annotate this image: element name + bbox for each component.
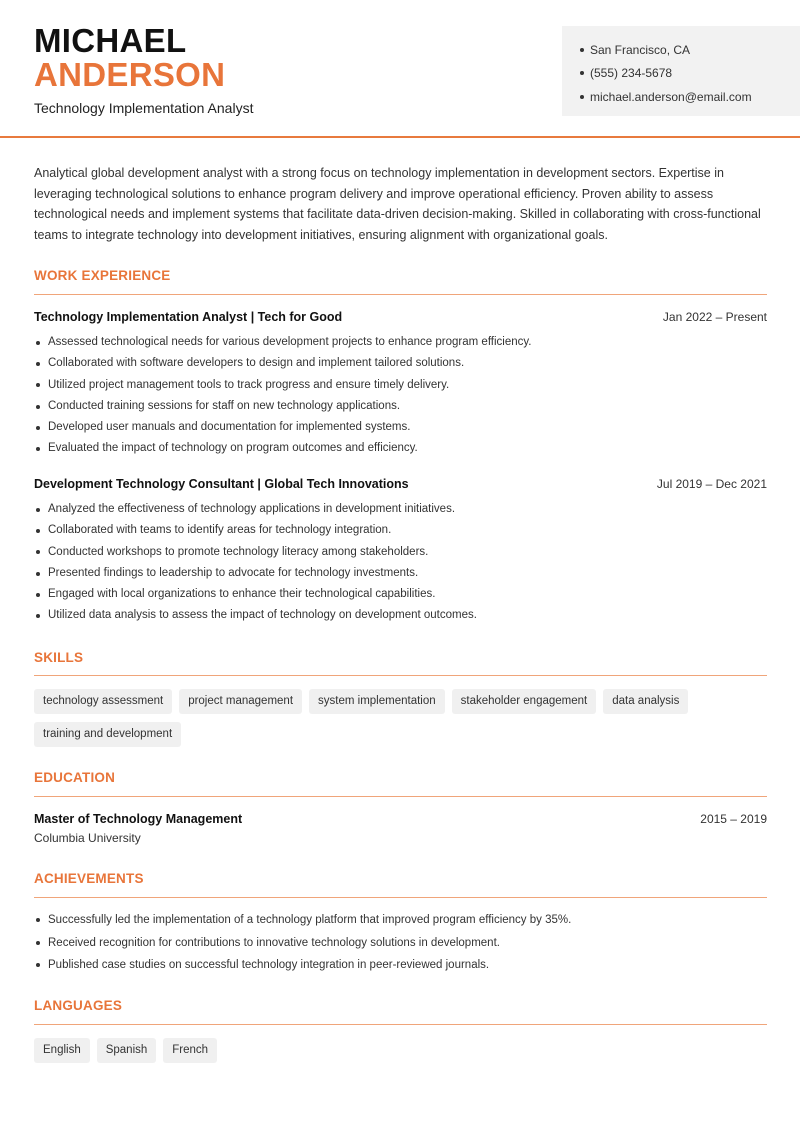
skill-tag: stakeholder engagement	[452, 689, 597, 714]
contact-box	[562, 26, 800, 116]
education-dates: 2015 – 2019	[700, 812, 767, 826]
bullet-icon	[36, 447, 40, 451]
skill-tag: project management	[179, 689, 302, 714]
job-header	[34, 310, 767, 324]
education-header	[34, 812, 767, 826]
phone-text: (555) 234-5678	[590, 66, 673, 81]
bullet-icon	[36, 426, 40, 430]
job-role: Technology Implementation Analyst | Tech for Good	[34, 310, 343, 324]
section-divider	[34, 675, 767, 676]
job-dates: Jan 2022 – Present	[662, 310, 767, 324]
skill-tag: data analysis	[603, 689, 688, 714]
bullet-icon	[580, 48, 584, 52]
achievement-bullets	[34, 909, 767, 977]
bullet-icon	[36, 362, 40, 366]
bullet-icon	[36, 614, 40, 618]
list-item: Conducted workshops to promote technology literacy among stakeholders.	[34, 542, 767, 563]
job-role: Development Technology Consultant | Global Tech Innovations	[34, 477, 409, 491]
list-item: Engaged with local organizations to enhance their technological capabilities.	[34, 584, 767, 605]
bullet-icon	[36, 918, 40, 922]
bullet-icon	[36, 341, 40, 345]
bullet-icon	[36, 405, 40, 409]
list-item: Conducted training sessions for staff on new technology applications.	[34, 396, 767, 417]
skill-tag: technology assessment	[34, 689, 172, 714]
job-dates: Jul 2019 – Dec 2021	[656, 477, 767, 491]
job-header	[34, 477, 767, 491]
list-item: Published case studies on successful technology integration in peer-reviewed journals.	[34, 954, 767, 977]
list-item: Evaluated the impact of technology on program outcomes and efficiency.	[34, 438, 767, 459]
skills-tags	[34, 689, 767, 747]
contact-email	[580, 85, 782, 109]
list-item: Received recognition for contributions to innovative technology solutions in development.	[34, 932, 767, 955]
school-name: Columbia University	[34, 831, 141, 845]
language-tag: English	[34, 1038, 90, 1063]
bullet-icon	[36, 383, 40, 387]
education-heading: EDUCATION	[34, 770, 116, 785]
skill-tag: training and development	[34, 722, 181, 747]
bullet-icon	[36, 508, 40, 512]
degree: Master of Technology Management	[34, 812, 243, 826]
bullet-icon	[580, 95, 584, 99]
skills-heading: SKILLS	[34, 650, 84, 665]
list-item: Developed user manuals and documentation for implemented systems.	[34, 417, 767, 438]
achievements-heading: ACHIEVEMENTS	[34, 871, 144, 886]
language-tags	[34, 1038, 767, 1063]
first-name: MICHAEL	[34, 22, 187, 59]
bullet-icon	[36, 550, 40, 554]
section-divider	[34, 796, 767, 797]
job-bullets	[34, 499, 767, 627]
job-bullets	[34, 332, 767, 460]
bullet-icon	[36, 572, 40, 576]
list-item: Utilized project management tools to track progress and ensure timely delivery.	[34, 375, 767, 396]
list-item: Assessed technological needs for various development projects to enhance program efficiency.	[34, 332, 767, 353]
bullet-icon	[36, 593, 40, 597]
last-name: ANDERSON	[34, 56, 226, 93]
language-tag: Spanish	[97, 1038, 157, 1063]
list-item: Presented findings to leadership to advocate for technology investments.	[34, 563, 767, 584]
resume-header	[0, 0, 800, 138]
contact-location	[580, 38, 782, 62]
section-divider	[34, 294, 767, 295]
bullet-icon	[580, 71, 584, 75]
list-item: Collaborated with software developers to design and implement tailored solutions.	[34, 353, 767, 374]
languages-heading: LANGUAGES	[34, 998, 123, 1013]
bullet-icon	[36, 529, 40, 533]
list-item: Collaborated with teams to identify areas for technology integration.	[34, 520, 767, 541]
contact-phone	[580, 62, 782, 86]
bullet-icon	[36, 963, 40, 967]
summary-text: Analytical global development analyst with a strong focus on technology implementation in development sectors. Expertise in leveraging technological solutions to enhance program delivery and improve operational efficiency. Proven ability to assess technological needs and implement systems that facilitate data-driven decision-making. Skilled in collaborating with cross-functional teams to integrate technology into development initiatives, ensuring alignment with organizational goals.	[34, 166, 761, 242]
skill-tag: system implementation	[309, 689, 445, 714]
list-item: Analyzed the effectiveness of technology applications in development initiatives.	[34, 499, 767, 520]
email-text: michael.anderson@email.com	[590, 89, 752, 104]
section-divider	[34, 897, 767, 898]
language-tag: French	[163, 1038, 217, 1063]
list-item: Successfully led the implementation of a technology platform that improved program efficiency by 35%.	[34, 909, 767, 932]
list-item: Utilized data analysis to assess the impact of technology on development outcomes.	[34, 605, 767, 626]
bullet-icon	[36, 941, 40, 945]
job-title: Technology Implementation Analyst	[34, 100, 254, 116]
section-divider	[34, 1024, 767, 1025]
work-experience-heading: WORK EXPERIENCE	[34, 268, 171, 283]
location-text: San Francisco, CA	[590, 42, 691, 57]
